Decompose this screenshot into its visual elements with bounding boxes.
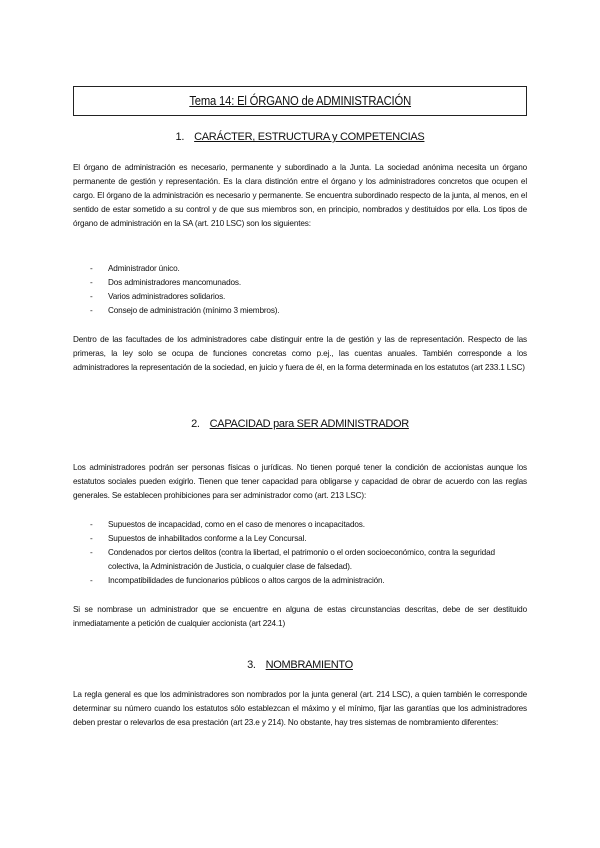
section-3-heading xyxy=(0,659,600,671)
list-item: - Incompatibilidades de funcionarios públicos o altos cargos de la administración. xyxy=(90,576,385,585)
section-1-paragraph-1: El órgano de administración es necesario, permanente y subordinado a la Junta. La sociedad anónima necesita un órgano permanente de gestión y representación. Es la clara distinción entre el órgano y los administradores concretos que ocupen el cargo. El órgano de la administración es necesario y permanente. Se encuentra subordinado respecto de la junta, al menos, en el sentido de estar sometido a su control y de que sus miembros son, en principio, nombrados y destituidos por ella. Los tipos de órgano de administración en la SA (art. 210 LSC) son los siguientes: xyxy=(73,163,527,228)
list-item: - Condenados por ciertos delitos (contra la libertad, el patrimonio o el orden socioeconómico, contra la seguridad colectiva, la Administración de Justicia, o cualquier clase de falsedad). xyxy=(90,548,495,571)
list-item: - Supuestos de inhabilitados conforme a la Ley Concursal. xyxy=(90,534,307,543)
section-3-paragraph-1: La regla general es que los administradores son nombrados por la junta general (art. 214 LSC), a quien también le corresponde determinar su número cuando los estatutos sólo establezcan el máximo y el mínimo, fijar las garantías que los administradores deben prestar o relevarlos de esa prestación (art 23.e y 214). No obstante, hay tres sistemas de nombramiento diferentes: xyxy=(73,690,527,727)
list-item: - Supuestos de incapacidad, como en el caso de menores o incapacitados. xyxy=(90,520,365,529)
section-2-paragraph-1: Los administradores podrán ser personas físicas o jurídicas. No tienen porqué tener la condición de accionistas aunque los estatutos sociales pueden exigirlo. Tienen que tener capacidad para obligarse y capacidad de obrar de acuerdo con las reglas generales. Se establecen prohibiciones para ser administrador como (art. 213 LSC): xyxy=(73,463,527,500)
section-1-list xyxy=(90,262,527,318)
section-1-heading xyxy=(0,131,600,143)
section-2-list xyxy=(90,518,527,588)
document-title-box xyxy=(73,86,527,116)
list-item: - Administrador único. xyxy=(90,264,180,273)
section-2-heading xyxy=(0,418,600,430)
section-1-title: CARÁCTER, ESTRUCTURA y COMPETENCIAS xyxy=(194,131,425,143)
section-2-paragraph-2: Si se nombrase un administrador que se encuentre en alguna de estas circunstancias descritas, debe de ser destituido inmediatamente a petición de cualquier accionista (art 224.1) xyxy=(73,605,527,628)
section-2-number: 2. xyxy=(191,418,200,430)
section-3-title: NOMBRAMIENTO xyxy=(265,659,353,671)
section-3-number: 3. xyxy=(247,659,256,671)
list-item: - Consejo de administración (mínimo 3 miembros). xyxy=(90,306,280,315)
section-2-title: CAPACIDAD para SER ADMINISTRADOR xyxy=(209,418,409,430)
section-1-paragraph-2: Dentro de las facultades de los administradores cabe distinguir entre la de gestión y las de representación. Respecto de las primeras, la ley solo se ocupa de funciones concretas como p.ej., las cuentas anuales. También corresponde a los administradores la representación de la sociedad, en juicio y fuera de él, en la forma determinada en los estatutos (art 233.1 LSC) xyxy=(73,335,527,372)
document-title: Tema 14: El ÓRGANO de ADMINISTRACIÓN xyxy=(189,94,411,108)
list-item: - Dos administradores mancomunados. xyxy=(90,278,241,287)
list-item: - Varios administradores solidarios. xyxy=(90,292,226,301)
section-1-number: 1. xyxy=(175,131,185,143)
